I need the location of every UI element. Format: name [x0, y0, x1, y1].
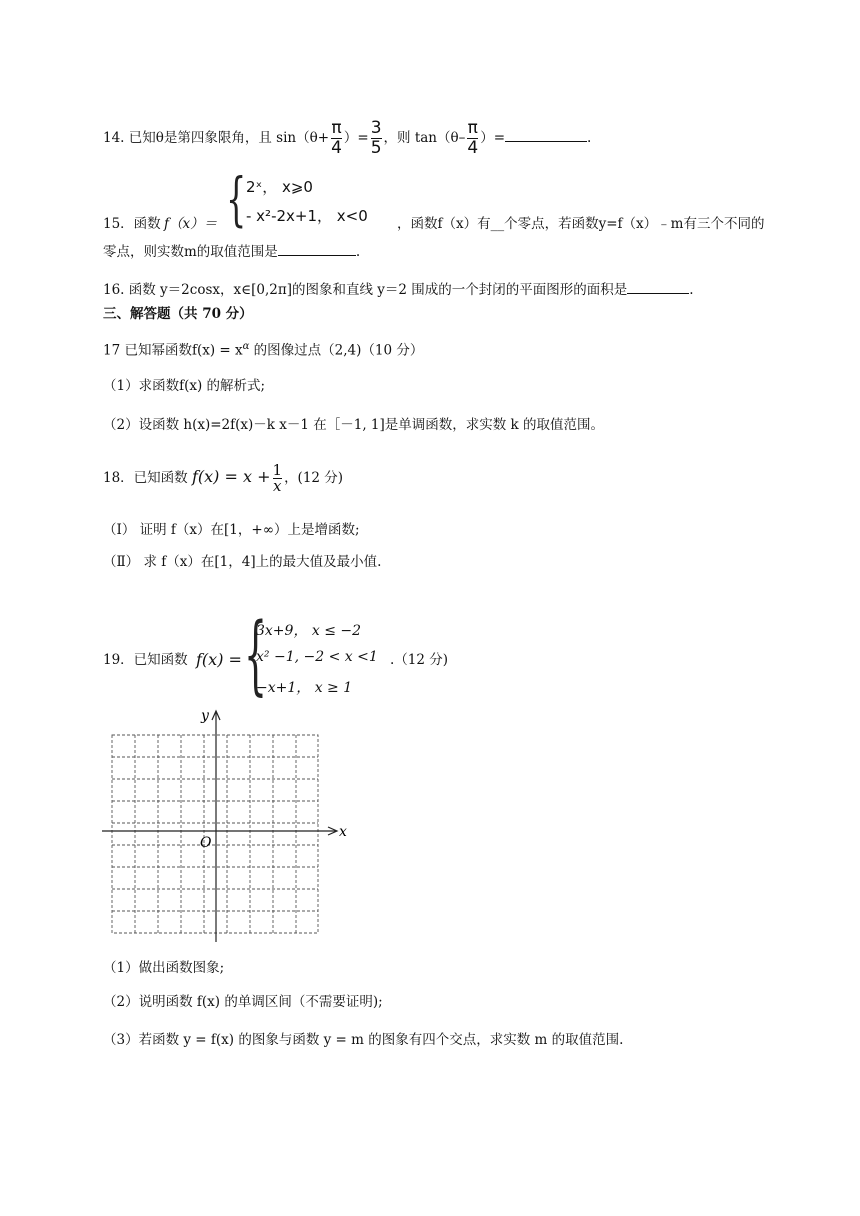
q15-fx: f（x）＝: [164, 216, 218, 232]
q14-fraction-pi-over-4: [331, 119, 342, 158]
q17-title: 17 已知幂函数f(x) = x: [103, 342, 243, 359]
origin-label: O: [200, 835, 212, 851]
q19-brace: {: [244, 605, 267, 705]
q18-prefix: 18．已知函数: [103, 470, 188, 486]
question-14: [103, 118, 591, 158]
q19-part1: （1）做出函数图象;: [103, 960, 225, 976]
q14-frac3-den: 4: [467, 138, 479, 158]
q15-period: .: [355, 244, 361, 260]
q19-coordinate-grid: [98, 706, 358, 946]
q14-frac-num: π: [331, 118, 342, 138]
q15-line2-text: 零点，则实数m的取值范围是: [103, 244, 278, 260]
q14-period: .: [587, 130, 592, 146]
q14-prefix: 14. 已知θ是第四象限角，且 sin（θ+: [103, 130, 330, 146]
q19-part3: （3）若函数 y = f(x) 的图象与函数 y = m 的图象有四个交点，求实数 m 的取值范围.: [103, 1032, 624, 1048]
q15-fx-label: [164, 213, 217, 235]
q18-part1: （Ⅰ） 证明 f（x）在[1，+∞）上是增函数;: [103, 522, 360, 538]
q19-fx-text: f(x) =: [196, 650, 242, 669]
q14-frac2-den: 5: [370, 138, 382, 158]
q16-period: .: [689, 282, 694, 298]
q15-case1: 2ˣ， x⩾0: [246, 178, 313, 196]
axes: [102, 711, 337, 942]
q18-part2: （Ⅱ） 求 f（x）在[1，4]上的最大值及最小值.: [103, 554, 382, 570]
q14-mid1: ）=: [343, 130, 369, 146]
q15-number: 15．函数: [103, 216, 161, 232]
q18-fraction: [273, 463, 283, 494]
y-axis-label: y: [201, 708, 209, 724]
x-axis-label: x: [339, 824, 347, 840]
q19-case1: 3x+9， x ≤ −2: [256, 623, 362, 639]
q18-fx: f(x) = x +: [191, 467, 271, 486]
q16-answer-blank: [627, 279, 689, 294]
q14-frac3-num: π: [467, 118, 478, 138]
q19-suffix: .（12 分): [390, 652, 449, 668]
q17-part2: （2）设函数 h(x)=2f(x)－k x－1 在［－1, 1]是单调函数，求实数 k 的取值范围。: [103, 417, 605, 433]
grid-lines: [112, 735, 318, 933]
section-title: 三、解答题（共 70 分）: [103, 306, 253, 322]
q14-fraction2-pi-over-4: [467, 119, 478, 158]
question-17-title: [103, 336, 423, 358]
q14-answer-blank: [505, 127, 587, 142]
q19-fx: [196, 649, 242, 671]
q15-brace: {: [226, 165, 247, 233]
q18-suffix: ，(12 分): [284, 470, 344, 486]
q17-alpha: α: [242, 341, 250, 352]
q15-case2: - x²-2x+1， x<0: [246, 207, 368, 225]
q19-case2: x² −1, −2 < x <1: [256, 649, 378, 665]
q17-part1: （1）求函数f(x) 的解析式;: [103, 378, 266, 394]
q14-fraction-3-over-5: [371, 119, 382, 158]
q19-prefix: 19．已知函数: [103, 652, 188, 668]
q18-frac-num: 1: [272, 461, 283, 479]
q15-line2: [103, 241, 360, 263]
q15-after: ，函数f（x）有__个零点，若函数y=f（x）﹣m有三个不同的: [397, 216, 765, 232]
q16-text: 16. 函数 y＝2cosx，x∈[0,2π]的图象和直线 y＝2 围成的一个封闭的平面图形的面积是: [103, 282, 628, 298]
q14-frac-den: 4: [331, 138, 342, 158]
q14-mid2: ，则 tan（θ–: [383, 130, 466, 146]
q17-title-rest: 的图像过点（2,4)（10 分）: [249, 342, 424, 359]
q15-answer-blank: [278, 241, 356, 256]
q14-end: ）=: [480, 130, 506, 146]
q14-frac2-num: 3: [370, 118, 382, 138]
q19-part2: （2）说明函数 f(x) 的单调区间（不需要证明);: [103, 994, 383, 1010]
question-16: [103, 279, 694, 301]
q18-frac-x: x: [273, 477, 282, 495]
q18-frac-den: [273, 478, 283, 494]
question-18-title: [103, 456, 343, 498]
q19-case3: −x+1， x ≥ 1: [256, 680, 353, 696]
